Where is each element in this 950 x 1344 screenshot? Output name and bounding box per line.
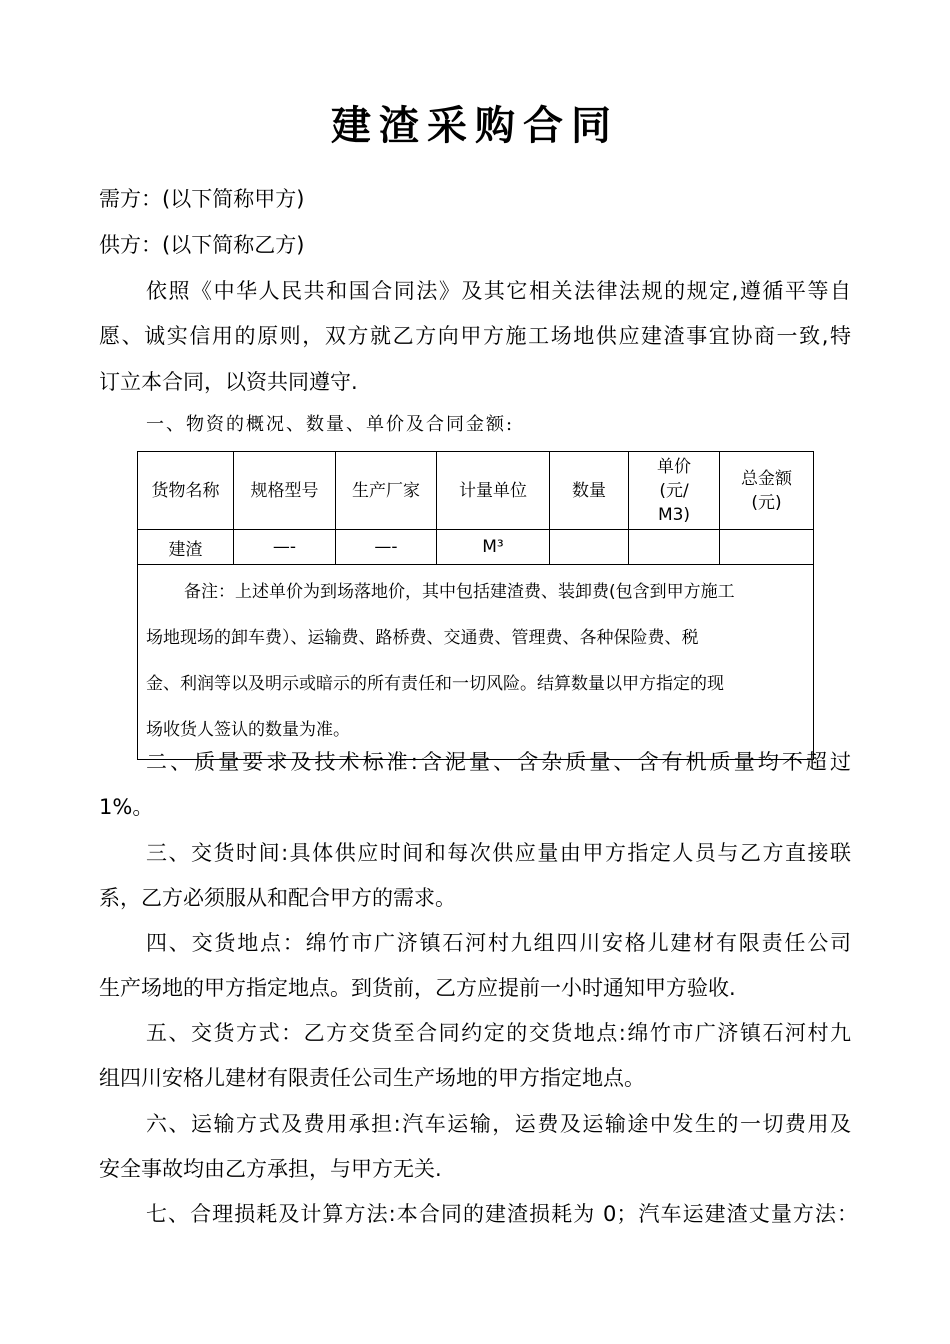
table-header-cell: 计量单位	[437, 452, 550, 530]
header-text-line: (元)	[751, 492, 782, 513]
section-two-line: 二、质量要求及技术标准:含泥量、含杂质量、含有机质量均不超过	[146, 750, 851, 774]
table-cell: —-	[234, 530, 336, 565]
intro-paragraph-line: 依照《中华人民共和国合同法》及其它相关法律法规的规定,遵循平等自	[146, 279, 851, 303]
table-cell	[720, 530, 814, 565]
header-text-line: M3)	[657, 504, 691, 525]
section-three-line: 三、交货时间:具体供应时间和每次供应量由甲方指定人员与乙方直接联	[146, 841, 851, 865]
table-header-cell-total	[720, 452, 814, 530]
note-line: 场地现场的卸车费）、运输费、路桥费、交通费、管理费、各种保险费、税	[146, 628, 699, 648]
section-one-heading: 一、物资的概况、数量、单价及合同金额:	[146, 414, 515, 435]
header-text-line: (元/	[659, 480, 689, 501]
table-note-cell	[138, 565, 814, 760]
section-two-line: 1%。	[99, 795, 154, 819]
header-text-line: 总金额	[741, 468, 792, 489]
table-cell	[629, 530, 720, 565]
note-line: 场收货人签认的数量为准。	[146, 720, 350, 740]
section-five-line: 五、交货方式：乙方交货至合同约定的交货地点:绵竹市广济镇石河村九	[146, 1021, 851, 1045]
section-seven-line: 七、合理损耗及计算方法:本合同的建渣损耗为 0；汽车运建渣丈量方法：	[146, 1202, 858, 1226]
table-note-row	[138, 565, 814, 760]
table-header-cell: 数量	[550, 452, 629, 530]
table-header-cell: 生产厂家	[336, 452, 437, 530]
table-row	[138, 530, 814, 565]
table-header-cell-unit-price	[629, 452, 720, 530]
goods-table	[137, 451, 814, 760]
note-line: 备注：上述单价为到场落地价，其中包括建渣费、装卸费(包含到甲方施工	[184, 582, 735, 602]
intro-paragraph-line: 愿、诚实信用的原则，双方就乙方向甲方施工场地供应建渣事宜协商一致,特	[99, 324, 851, 348]
intro-paragraph-line: 订立本合同，以资共同遵守.	[99, 370, 358, 394]
header-text-line: 单价	[657, 456, 691, 477]
table-header-cell: 规格型号	[234, 452, 336, 530]
supply-party-line: 供方：(以下简称乙方)	[99, 233, 305, 257]
section-six-line: 六、运输方式及费用承担:汽车运输，运费及运输途中发生的一切费用及	[146, 1112, 851, 1136]
document-title: 建渣采购合同	[331, 103, 619, 149]
table-cell: 建渣	[138, 530, 234, 565]
table-cell: M³	[437, 530, 550, 565]
table-header-cell: 货物名称	[138, 452, 234, 530]
table-header-row	[138, 452, 814, 530]
section-five-line: 组四川安格儿建材有限责任公司生产场地的甲方指定地点。	[99, 1066, 645, 1090]
table-cell: —-	[336, 530, 437, 565]
table-cell	[550, 530, 629, 565]
section-three-line: 系，乙方必须服从和配合甲方的需求。	[99, 886, 456, 910]
section-six-line: 安全事故均由乙方承担，与甲方无关.	[99, 1157, 442, 1181]
note-line: 金、利润等以及明示或暗示的所有责任和一切风险。结算数量以甲方指定的现	[146, 674, 724, 694]
section-four-line: 四、交货地点：绵竹市广济镇石河村九组四川安格儿建材有限责任公司	[146, 931, 851, 955]
section-four-line: 生产场地的甲方指定地点。到货前，乙方应提前一小时通知甲方验收.	[99, 976, 736, 1000]
demand-party-line: 需方：(以下简称甲方)	[99, 187, 305, 211]
